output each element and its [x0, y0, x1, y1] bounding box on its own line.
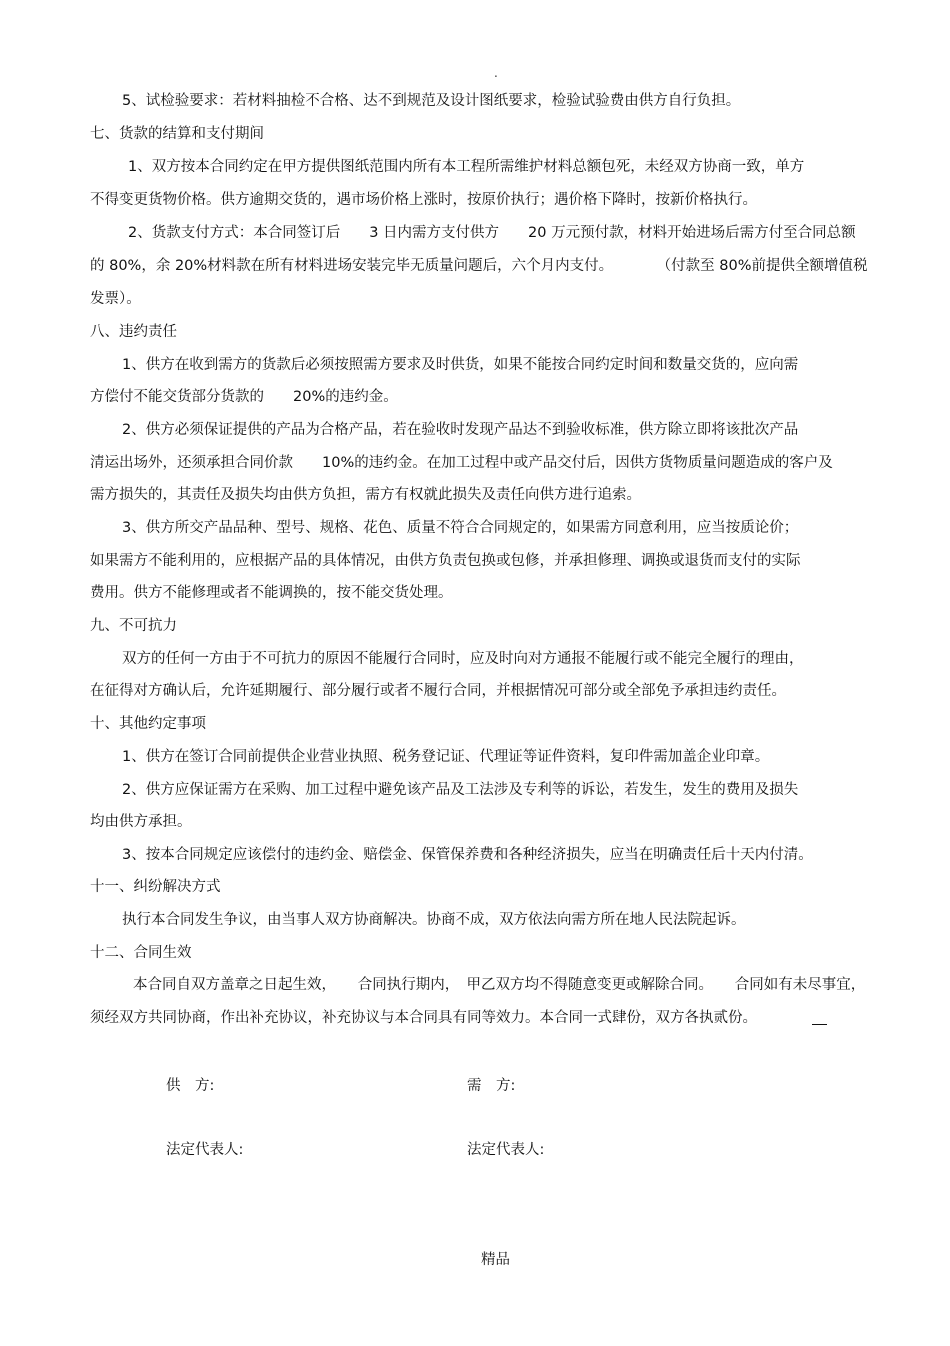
text-line: 3、按本合同规定应该偿付的违约金、赔偿金、保管保养费和各种经济损失，应当在明确责任后十天内付清。 — [122, 847, 813, 863]
footer-text: 精品 — [481, 1252, 510, 1268]
text-line: 方偿付不能交货部分货款的 20%的违约金。 — [90, 389, 398, 405]
buyer-rep-label: 法定代表人: — [467, 1142, 545, 1158]
text-line: 本合同自双方盖章之日起生效， 合同执行期内， 甲乙双方均不得随意变更或解除合同。 合同如有未尽事宜， — [133, 977, 866, 993]
text-line: 须经双方共同协商，作出补充协议，补充协议与本合同具有同等效力。本合同一式肆份，双方各执贰份。 — [90, 1010, 757, 1026]
text-line: 在征得对方确认后，允许延期履行、部分履行或者不履行合同，并根据情况可部分或全部免予承担违约责任。 — [90, 683, 786, 699]
section-heading: 十、其他约定事项 — [90, 716, 206, 732]
section-heading: 十二、合同生效 — [90, 945, 192, 961]
underline-mark — [812, 1024, 827, 1025]
text-line: 的 80%，余 20%材料款在所有材料进场安装完毕无质量问题后，六个月内支付。 （付款至 80%前提供全额增值税 — [90, 258, 868, 274]
text-line: 3、供方所交产品品种、型号、规格、花色、质量不符合合同规定的，如果需方同意利用，应当按质论价； — [122, 520, 799, 536]
text-line: 清运出场外，还须承担合同价款 10%的违约金。在加工过程中或产品交付后，因供方货物质量问题造成的客户及 — [90, 455, 833, 471]
supplier-label: 供 方: — [166, 1078, 215, 1094]
text-line: 不得变更货物价格。供方逾期交货的，遇市场价格上涨时，按原价执行；遇价格下降时，按新价格执行。 — [90, 192, 757, 208]
section-heading: 八、违约责任 — [90, 324, 177, 340]
section-heading: 十一、纠纷解决方式 — [90, 879, 221, 895]
buyer-label: 需 方: — [467, 1078, 516, 1094]
text-line: 2、货款支付方式：本合同签订后 3 日内需方支付供方 20 万元预付款，材料开始进场后需方付至合同总额 — [128, 225, 856, 241]
text-line: 如果需方不能利用的，应根据产品的具体情况，由供方负责包换或包修，并承担修理、调换或退货而支付的实际 — [90, 553, 801, 569]
text-line: 2、供方应保证需方在采购、加工过程中避免该产品及工法涉及专利等的诉讼，若发生，发生的费用及损失 — [122, 782, 799, 798]
text-line: 需方损失的，其责任及损失均由供方负担，需方有权就此损失及责任向供方进行追索。 — [90, 487, 641, 503]
text-line: 1、双方按本合同约定在甲方提供图纸范围内所有本工程所需维护材料总额包死，未经双方协商一致，单方 — [128, 159, 805, 175]
supplier-rep-label: 法定代表人: — [166, 1142, 244, 1158]
section-heading: 七、货款的结算和支付期间 — [90, 126, 264, 142]
text-line: 双方的任何一方由于不可抗力的原因不能履行合同时，应及时向对方通报不能履行或不能完全履行的理由， — [122, 651, 804, 667]
text-line: 执行本合同发生争议，由当事人双方协商解决。协商不成，双方依法向需方所在地人民法院起诉。 — [122, 912, 746, 928]
top-mark: . — [494, 66, 498, 80]
text-line: 费用。供方不能修理或者不能调换的，按不能交货处理。 — [90, 585, 453, 601]
text-line: 均由供方承担。 — [90, 814, 192, 830]
section-heading: 九、不可抗力 — [90, 618, 177, 634]
text-line: 1、供方在签订合同前提供企业营业执照、税务登记证、代理证等证件资料，复印件需加盖企业印章。 — [122, 749, 770, 765]
text-line: 发票）。 — [90, 291, 141, 307]
text-line: 1、供方在收到需方的货款后必须按照需方要求及时供货，如果不能按合同约定时间和数量交货的，应向需 — [122, 357, 799, 373]
text-line: 5、试检验要求：若材料抽检不合格、达不到规范及设计图纸要求，检验试验费由供方自行负担。 — [122, 93, 741, 109]
text-line: 2、供方必须保证提供的产品为合格产品，若在验收时发现产品达不到验收标准，供方除立即将该批次产品 — [122, 422, 799, 438]
